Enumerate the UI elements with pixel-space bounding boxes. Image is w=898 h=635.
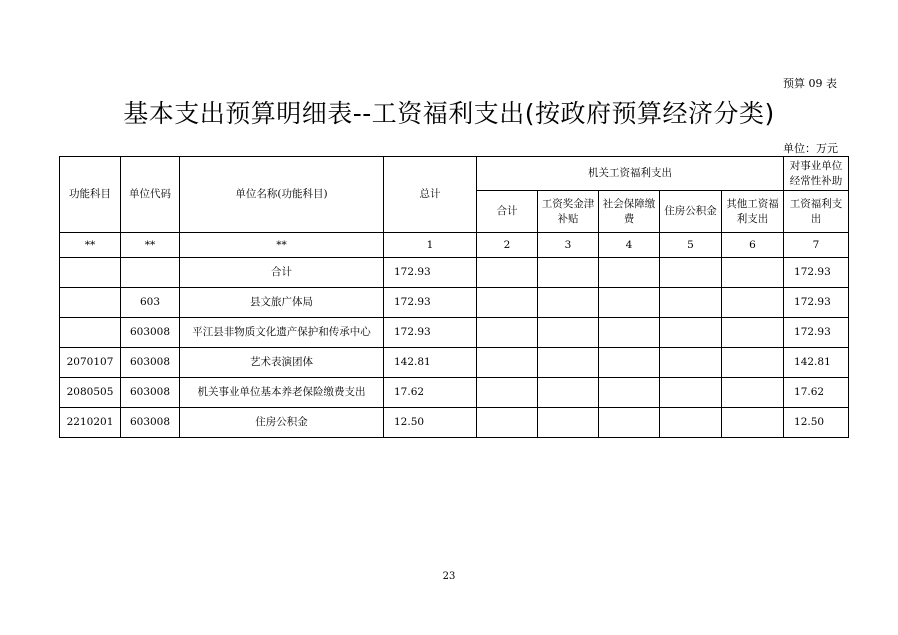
expense-table [59,156,849,438]
func-subject-cell: 2080505 [60,378,121,408]
subsidy-wage-cell: 17.62 [784,378,849,408]
header-row-1 [60,157,849,191]
social-cell [599,288,660,318]
total-cell: 172.93 [384,318,477,348]
other-cell [722,378,784,408]
header-sub-other: 其他工资福利支出 [722,191,784,233]
table-row [60,348,849,378]
sub-total-cell [477,408,538,438]
subsidy-wage-cell: 172.93 [784,258,849,288]
wage-cell [538,318,599,348]
unit-code-cell: 603008 [121,348,180,378]
social-cell [599,408,660,438]
total-cell: 12.50 [384,408,477,438]
header-func-subject: 功能科目 [60,157,121,233]
unit-code-cell: 603008 [121,318,180,348]
header-sub-wage: 工资奖金津补贴 [538,191,599,233]
header-sub-housing: 住房公积金 [660,191,722,233]
social-cell [599,378,660,408]
total-cell: 17.62 [384,378,477,408]
header-subsidy-group: 对事业单位经常性补助 [784,157,849,191]
sub-total-cell [477,258,538,288]
sub-total-cell [477,288,538,318]
housing-cell [660,318,722,348]
unit-code-cell: 603008 [121,378,180,408]
index-cell: 5 [660,233,722,258]
unit-code-cell: 603 [121,288,180,318]
func-subject-cell [60,288,121,318]
header-total: 总计 [384,157,477,233]
social-cell [599,318,660,348]
subsidy-wage-cell: 172.93 [784,318,849,348]
index-cell: ** [180,233,384,258]
unit-name-cell: 艺术表演团体 [180,348,384,378]
other-cell [722,318,784,348]
table-row [60,408,849,438]
func-subject-cell [60,258,121,288]
header-unit-code: 单位代码 [121,157,180,233]
func-subject-cell: 2210201 [60,408,121,438]
index-cell: 6 [722,233,784,258]
header-sub-social: 社会保障缴费 [599,191,660,233]
index-cell: 3 [538,233,599,258]
func-subject-cell [60,318,121,348]
total-cell: 172.93 [384,258,477,288]
total-cell: 142.81 [384,348,477,378]
sub-total-cell [477,378,538,408]
index-cell: ** [60,233,121,258]
subsidy-wage-cell: 142.81 [784,348,849,378]
form-code: 预算 09 表 [783,77,837,90]
other-cell [722,258,784,288]
table-row [60,288,849,318]
housing-cell [660,378,722,408]
unit-code-cell: 603008 [121,408,180,438]
wage-cell [538,288,599,318]
social-cell [599,348,660,378]
unit-name-cell: 平江县非物质文化遗产保护和传承中心 [180,318,384,348]
sub-total-cell [477,318,538,348]
header-agency-wage-group: 机关工资福利支出 [477,157,784,191]
unit-name-cell: 住房公积金 [180,408,384,438]
table-row [60,378,849,408]
index-cell: 7 [784,233,849,258]
subsidy-wage-cell: 12.50 [784,408,849,438]
housing-cell [660,258,722,288]
total-cell: 172.93 [384,288,477,318]
index-cell: 4 [599,233,660,258]
unit-name-cell: 合计 [180,258,384,288]
func-subject-cell: 2070107 [60,348,121,378]
unit-label: 单位：万元 [783,142,838,155]
wage-cell [538,408,599,438]
index-cell: 2 [477,233,538,258]
table-row [60,318,849,348]
subsidy-wage-cell: 172.93 [784,288,849,318]
sub-total-cell [477,348,538,378]
housing-cell [660,348,722,378]
wage-cell [538,378,599,408]
social-cell [599,258,660,288]
other-cell [722,348,784,378]
page-number: 23 [442,571,456,582]
other-cell [722,288,784,318]
unit-name-cell: 县文旅广体局 [180,288,384,318]
unit-name-cell: 机关事业单位基本养老保险缴费支出 [180,378,384,408]
index-row [60,233,849,258]
unit-code-cell [121,258,180,288]
wage-cell [538,258,599,288]
header-unit-name: 单位名称(功能科目) [180,157,384,233]
housing-cell [660,288,722,318]
wage-cell [538,348,599,378]
index-cell: 1 [384,233,477,258]
header-sub-subsidy-wage: 工资福利支出 [784,191,849,233]
other-cell [722,408,784,438]
housing-cell [660,408,722,438]
page-title: 基本支出预算明细表--工资福利支出(按政府预算经济分类) [123,99,775,128]
table-row [60,258,849,288]
index-cell: ** [121,233,180,258]
header-sub-total: 合计 [477,191,538,233]
